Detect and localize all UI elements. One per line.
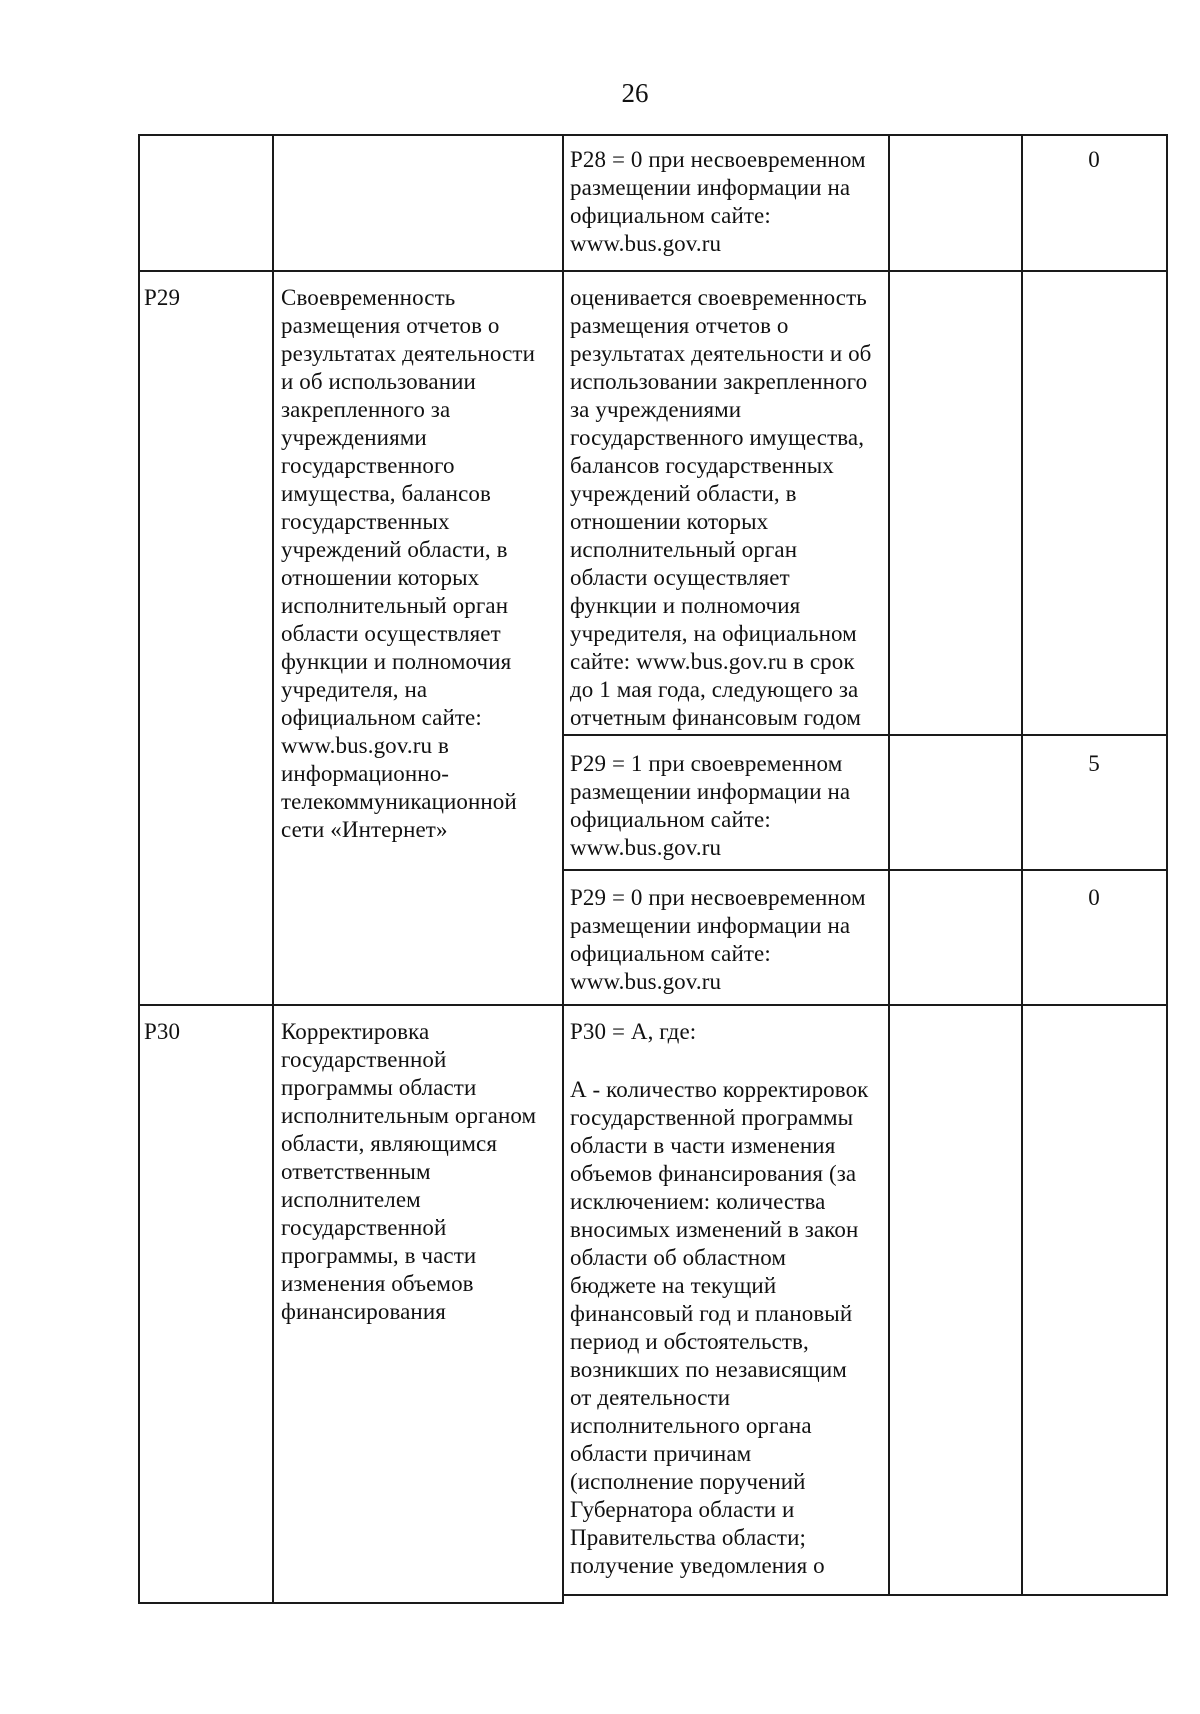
p29-one-formula: Р29 = 1 при своевременном размещении информации на официальном сайте: www.bus.gov.ru (570, 751, 851, 860)
p29-one-score: 5 (1088, 751, 1100, 776)
column-divider-3 (888, 134, 890, 1596)
p29-zero-score: 0 (1088, 885, 1100, 910)
p30-name: Корректировка государственной программы области исполнительным органом области, являющимся ответственным исполнителем государственной программы, в части изменения объемов финансирования (281, 1019, 537, 1324)
table-border-bottom-right (562, 1594, 1168, 1596)
p28-zero-score: 0 (1088, 147, 1100, 172)
p29-code: Р29 (144, 285, 181, 310)
table-border-top (138, 134, 1168, 136)
table-border-left (138, 134, 140, 1604)
page-number: 26 (621, 78, 649, 108)
table-border-bottom (138, 1602, 564, 1604)
row-divider-p29-zero (562, 869, 1168, 871)
p29-name: Своевременность размещения отчетов о результатах деятельности и об использовании закрепленного за учреждениями государственного имущества, балансов государственных учреждений области, в отношении которых исполнительный орган области осуществляет функции и полномочия учредителя, на официальном сайте: www.bus.gov.ru в информационно- телекоммуникационной сети «Интернет» (281, 285, 535, 842)
p30-formula-body: А - количество корректировок государственной программы области в части изменения объемов финансирования (за исключением: количества вносимых изменений в закон области об областном бюджете на текущий финансовый год и плановый период и обстоятельств, возникших по независящим от деятельности исполнительного органа области причинам (исполнение поручений Губернатора области и Правительства области; получение уведомления о (570, 1077, 869, 1578)
criteria-table (138, 134, 1178, 1604)
table-border-right (1166, 134, 1168, 1596)
row-divider-p30 (138, 1004, 1168, 1006)
p30-code: Р30 (144, 1019, 181, 1044)
p29-zero-formula: Р29 = 0 при несвоевременном размещении информации на официальном сайте: www.bus.gov.ru (570, 885, 866, 994)
column-divider-1 (272, 134, 274, 1604)
p29-description: оценивается своевременность размещения отчетов о результатах деятельности и об использовании закрепленного за учреждениями государственного имущества, балансов государственных учреждений области, в отношении которых исполнительный орган области осуществляет функции и полномочия учредителя, на официальном сайте: www.bus.gov.ru в срок до 1 мая года, следующего за отчетным финансовым годом (570, 285, 872, 730)
p28-zero-formula: Р28 = 0 при несвоевременном размещении информации на официальном сайте: www.bus.gov.ru (570, 147, 866, 256)
p30-formula-head: Р30 = А, где: (570, 1019, 697, 1044)
column-divider-4 (1021, 134, 1023, 1596)
row-divider-p29-one (562, 734, 1168, 736)
row-divider-p29 (138, 270, 1168, 272)
